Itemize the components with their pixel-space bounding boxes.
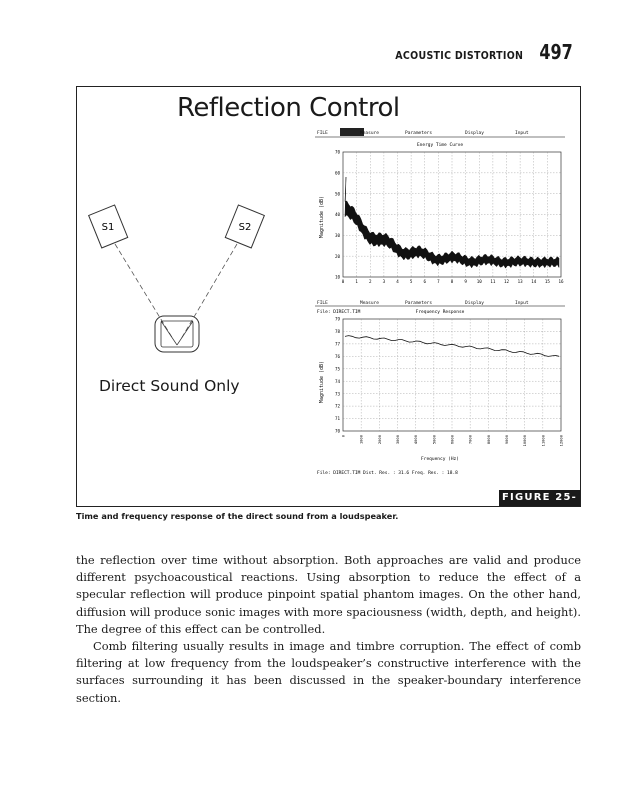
x-tick-label: 8000 — [485, 435, 491, 445]
x-tick-label: 6000 — [449, 435, 455, 445]
etc-plot-title: Energy Time Curve — [416, 143, 464, 148]
paragraph-1: the reflection over time without absorption. Both approaches are valid and produce different psychoacoustical reactions. Using absorption to reduce the effect of a specular reflection will produce pinpoint spatial phantom images. On the other hand, diffusion will produce sonic images with more spaciousness (width, depth, and height). The degree of this effect can be controlled. — [76, 553, 581, 636]
x-tick-label: 1000 — [358, 435, 364, 445]
menu-item: FILE — [317, 131, 328, 136]
menu-item: Measure — [360, 131, 379, 136]
etc-plot-ylabel: Magnitude (dB) — [319, 195, 325, 239]
x-tick-label: 6 — [423, 279, 427, 284]
figure-caption: Time and frequency response of the direct sound from a loudspeaker. — [76, 511, 399, 521]
x-tick-label: 13 — [517, 279, 523, 284]
x-tick-label: 15 — [544, 279, 550, 284]
x-tick-label: 0 — [340, 435, 346, 438]
direct-sound-label: Direct Sound Only — [99, 377, 240, 395]
x-tick-label: 9 — [464, 279, 467, 284]
x-tick-label: 12000 — [558, 435, 564, 447]
speaker-diagram — [77, 87, 317, 417]
figure-title: Reflection Control — [177, 93, 400, 123]
y-tick-label: 40 — [334, 212, 340, 218]
x-tick-label: 2 — [368, 279, 372, 284]
freq-plot-xlabel: Frequency (Hz) — [421, 457, 459, 462]
y-tick-label: 10 — [334, 274, 340, 280]
x-tick-label: 5 — [409, 279, 413, 284]
y-tick-label: 50 — [334, 191, 340, 197]
x-tick-label: 11 — [490, 279, 496, 284]
running-head-section: ACOUSTIC DISTORTION — [395, 50, 524, 62]
x-tick-label: 10 — [476, 279, 482, 284]
menu-item: Input — [515, 131, 529, 136]
x-tick-label: 0 — [341, 279, 345, 284]
y-tick-label: 76 — [334, 353, 340, 359]
speaker-s2 — [225, 205, 264, 248]
speaker-s1 — [89, 205, 128, 248]
x-tick-label: 2000 — [376, 435, 382, 445]
body-text — [76, 552, 581, 707]
x-tick-label: 11000 — [540, 435, 546, 447]
page-number: 497 — [539, 40, 573, 64]
menu-item: Display — [465, 301, 484, 306]
y-tick-label: 70 — [334, 149, 340, 155]
x-tick-label: 8 — [450, 279, 454, 284]
x-tick-label: 9000 — [504, 435, 509, 445]
y-tick-label: 72 — [334, 403, 340, 409]
x-tick-label: 16 — [558, 279, 564, 284]
speaker-s2-label: S2 — [238, 222, 252, 233]
paragraph-2: Comb filtering usually results in image and timbre corruption. The effect of comb filtering at low frequency from the loudspeaker’s constructive interference with the surfaces surrounding it has been discussed in the speaker-boundary interference section. — [76, 639, 581, 705]
menu-item: Measure — [360, 301, 379, 306]
freq-plot-title: Frequency Response — [415, 310, 465, 315]
speaker-s1-label: S1 — [101, 222, 115, 233]
menu-item: Display — [465, 131, 484, 136]
menu-item: Parameters — [405, 301, 433, 306]
freq-status-line: File: DIRECT.TIM Dist. Res. : 31.6 Freq. Res. : 18.8 — [317, 471, 458, 476]
x-tick-label: 7000 — [467, 435, 473, 445]
running-head — [395, 40, 573, 64]
menu-item: Input — [515, 301, 529, 306]
x-tick-label: 10000 — [522, 435, 528, 447]
y-tick-label: 20 — [334, 253, 340, 259]
y-tick-label: 74 — [334, 378, 340, 384]
freq-file-label: File: DIRECT.TIM — [317, 310, 361, 315]
x-tick-label: 3000 — [395, 435, 400, 445]
y-tick-label: 79 — [334, 316, 340, 322]
freq-plot-ylabel: Magnitude (dB) — [319, 360, 325, 404]
listener-icon — [155, 316, 199, 352]
x-tick-label: 7 — [437, 279, 440, 284]
y-tick-label: 75 — [334, 366, 340, 372]
y-tick-label: 30 — [334, 232, 340, 238]
y-tick-label: 70 — [334, 428, 340, 434]
etc-plot — [315, 127, 565, 292]
figure-badge: FIGURE 25-4 — [499, 490, 580, 506]
x-tick-label: 3 — [382, 279, 386, 284]
x-tick-label: 14 — [531, 279, 537, 284]
y-tick-label: 73 — [334, 391, 340, 397]
x-tick-label: 5000 — [431, 435, 437, 445]
freq-plot — [315, 297, 565, 479]
x-tick-label: 4000 — [413, 435, 419, 445]
menu-item: FILE — [317, 301, 328, 306]
y-tick-label: 60 — [334, 170, 340, 176]
y-tick-label: 78 — [334, 329, 340, 335]
x-tick-label: 12 — [503, 279, 510, 284]
menu-item: Parameters — [405, 131, 433, 136]
sound-path-right — [181, 244, 237, 339]
y-tick-label: 71 — [334, 416, 340, 422]
x-tick-label: 4 — [396, 279, 399, 284]
sound-path-left — [115, 244, 173, 339]
x-tick-label: 1 — [355, 279, 358, 284]
y-tick-label: 77 — [334, 341, 340, 347]
